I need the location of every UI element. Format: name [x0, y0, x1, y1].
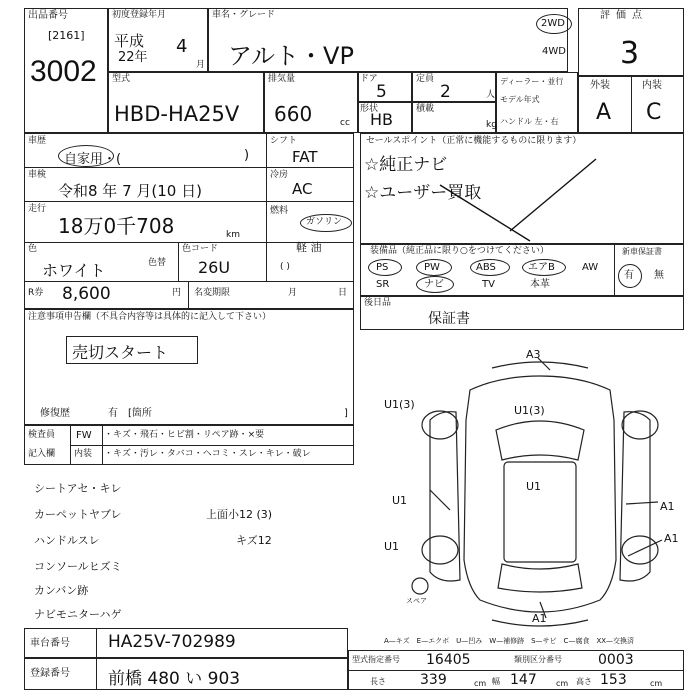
recycle-label: R券 — [28, 288, 44, 298]
reg-era: 平成 — [114, 32, 145, 50]
model-spec-label: 型式指定番号 — [352, 655, 400, 664]
sales-label: セールスポイント（正常に機能するものに限ります） — [366, 136, 582, 146]
sales-line2: ☆ユーザー買取 — [364, 183, 482, 203]
diag-mark-u1-lf: U1(3) — [384, 398, 415, 411]
after-box — [360, 296, 684, 330]
grade-value: 3 — [620, 36, 640, 71]
disp-value: 660 — [274, 102, 313, 126]
warranty-label: 新車保証書 — [622, 247, 662, 256]
inspector-int: 内装 — [74, 449, 93, 459]
notes-value: 売切スタート — [72, 343, 169, 362]
note-right-2: キズ12 — [236, 534, 272, 547]
capacity-label: 定員 — [416, 74, 435, 84]
yen-unit: 円 — [172, 288, 182, 298]
exterior-label: 外装 — [590, 80, 610, 91]
height-label: 高さ — [576, 677, 592, 686]
inspector-label2: 記入欄 — [28, 449, 56, 459]
name-value: アルト・VP — [228, 42, 354, 70]
inspector-ext-legend: ・キズ・飛石・ヒビ割・リペア跡・×要 — [104, 430, 265, 440]
inspector-int-legend: ・キズ・汚レ・タバコ・ヘコミ・スレ・キレ・破レ — [104, 449, 311, 459]
inspector-fw: FW — [76, 430, 92, 441]
height-value: 153 — [600, 672, 627, 688]
note-right-1: 上面小12 (3) — [206, 508, 273, 521]
ext-int-divider — [631, 76, 632, 133]
insp-vline2 — [102, 425, 103, 465]
length-cm: cm — [474, 679, 487, 688]
reg-month: 4 — [176, 36, 188, 57]
lot-sub: [2161] — [48, 29, 85, 42]
note-left-3: コンソールヒズミ — [34, 560, 122, 573]
color-code-value: 26U — [198, 258, 231, 277]
grade-label: 評価点 — [600, 10, 648, 21]
repair-place: [箇所 — [128, 408, 152, 419]
hist-vline — [266, 133, 267, 281]
type-value: HBD-HA25V — [114, 102, 240, 126]
color-change-label: 色替 — [148, 258, 167, 268]
drive-4wd: 4WD — [542, 46, 566, 57]
eq-abs: ABS — [476, 262, 496, 273]
diag-mark-u1-roof: U1(3) — [514, 404, 545, 417]
diag-mark-a1-rr: A1 — [664, 532, 679, 545]
eq-sr: SR — [376, 279, 390, 290]
fuel-gas: ガソリン — [306, 217, 343, 227]
sales-line1: ☆純正ナビ — [364, 155, 448, 175]
lot-number: 3002 — [30, 55, 97, 88]
load-label: 積載 — [416, 104, 435, 114]
diag-mark-a1-right: A1 — [660, 500, 675, 513]
mileage-label: 走行 — [28, 204, 47, 214]
length-label: 長さ — [370, 677, 386, 686]
interior-label: 内装 — [642, 80, 662, 91]
width-label: 幅 — [492, 677, 500, 686]
height-cm: cm — [650, 679, 663, 688]
hist-line-1 — [24, 167, 354, 168]
type-label: 型式 — [112, 74, 131, 84]
km-unit: km — [226, 230, 240, 240]
notes-box — [24, 309, 354, 425]
length-value: 339 — [420, 672, 447, 688]
repair-yes: 有 — [108, 408, 118, 419]
inspection-value: 令和8 年 7 月(10 日) — [58, 182, 202, 200]
repair-close: ] — [344, 408, 348, 419]
recycle-vline — [188, 281, 189, 309]
month-label: 月 — [288, 288, 298, 298]
equipment-label: 装備品（純正品に限り○をつけてください） — [370, 246, 549, 256]
note-left-1: カーペットヤブレ — [34, 508, 122, 521]
chassis-vline — [96, 628, 97, 658]
shift-label: シフト — [270, 136, 298, 146]
color-vline — [178, 242, 179, 281]
warranty-vline — [614, 244, 615, 296]
model-year-label: モデル年式 — [500, 95, 540, 104]
cc-unit: cc — [340, 118, 350, 128]
model-spec-value: 16405 — [426, 652, 471, 668]
warranty-yes: 有 — [624, 270, 634, 281]
day-label: 日 — [338, 288, 348, 298]
sales-strike — [360, 133, 684, 244]
color-code-label: 色コード — [182, 244, 219, 254]
fuel-diesel: 軽 油 — [296, 241, 322, 254]
recycle-value: 8,600 — [62, 284, 111, 304]
hist-line-2 — [24, 201, 354, 202]
exterior-value: A — [596, 100, 612, 125]
reg-no-label: 登録番号 — [30, 668, 70, 679]
history-value: 自家用・( — [64, 152, 122, 167]
eq-aw: AW — [582, 262, 599, 273]
mileage-value: 18万0千708 — [58, 214, 175, 238]
note-left-4: カンバン跡 — [34, 584, 89, 597]
insp-vline1 — [70, 425, 71, 465]
ac-label: 冷房 — [270, 170, 289, 180]
eq-ps: PS — [376, 262, 389, 273]
shift-value: FAT — [292, 148, 318, 166]
ac-value: AC — [292, 180, 313, 198]
handle-label: ハンドル 左・右 — [500, 117, 559, 126]
note-left-2: ハンドルスレ — [34, 534, 100, 547]
fuel-label: 燃料 — [270, 206, 289, 216]
lot-label: 出品番号 — [28, 10, 68, 21]
reg-no-value: 前橋 480 い 903 — [108, 669, 241, 689]
inspection-label: 車検 — [28, 170, 47, 180]
diag-mark-u4: U1 — [392, 494, 408, 507]
reg-no-vline — [96, 658, 97, 690]
kg-unit: kg — [486, 120, 497, 130]
interior-value: C — [646, 100, 662, 125]
spec-footer-hline — [348, 670, 684, 671]
notes-label: 注意事項申告欄（不具合内容等は具体的に記入して下さい） — [28, 312, 272, 322]
inspector-label1: 検査員 — [28, 430, 56, 440]
reg-year-label: 初度登録年月 — [112, 10, 167, 20]
note-left-0: シートアセ・キレ — [34, 482, 122, 495]
diag-spare: スペア — [406, 597, 427, 605]
fuel-paren: ( ) — [280, 262, 290, 272]
eq-airb: エアB — [528, 262, 555, 273]
person-unit: 人 — [486, 90, 496, 100]
eq-pw: PW — [424, 262, 440, 273]
width-value: 147 — [510, 672, 537, 688]
chassis-label: 車台番号 — [30, 638, 70, 649]
history-close: ) — [244, 148, 250, 163]
diag-mark-a3: A3 — [526, 348, 541, 361]
month-unit: 月 — [196, 60, 206, 70]
shape-value: HB — [370, 110, 394, 129]
eq-navi: ナビ — [424, 279, 444, 290]
diag-mark-u1-lr: U1 — [384, 540, 400, 553]
shape-label: 形状 — [360, 104, 379, 114]
color-label: 色 — [28, 244, 38, 254]
category-value: 0003 — [598, 652, 634, 668]
width-cm: cm — [556, 679, 569, 688]
repair-label: 修復歴 — [40, 408, 70, 419]
history-label: 車歴 — [28, 136, 47, 146]
after-value: 保証書 — [428, 311, 470, 327]
category-label: 類別区分番号 — [514, 655, 562, 664]
note-left-5: ナビモニターハゲ — [34, 608, 122, 621]
diag-mark-a1-rear: A1 — [532, 612, 547, 625]
capacity-value: 2 — [440, 82, 451, 102]
dealer-label: ディーラー・並行 — [500, 77, 564, 86]
reg-year: 22年 — [118, 50, 148, 65]
name-limit-label: 名変期限 — [194, 288, 231, 298]
eq-leather: 本革 — [530, 279, 550, 290]
disp-label: 排気量 — [268, 74, 296, 84]
doors-value: 5 — [376, 82, 387, 102]
hist-line-4 — [24, 281, 354, 282]
doors-label: ドア — [360, 74, 378, 84]
diag-legend: A—キズ E—エクボ U—凹み W—補修跡 S—サビ C—腐食 XX—交換済 — [384, 637, 635, 645]
diag-mark-u1-body: U1 — [526, 480, 542, 493]
eq-tv: TV — [482, 279, 495, 290]
drive-2wd: 2WD — [541, 18, 565, 29]
name-label: 車名・グレード — [212, 10, 276, 20]
color-value: ホワイト — [42, 261, 106, 280]
insp-hline — [70, 445, 354, 446]
warranty-no: 無 — [654, 270, 664, 281]
after-label: 後日品 — [364, 298, 392, 308]
chassis-value: HA25V-702989 — [108, 632, 236, 652]
